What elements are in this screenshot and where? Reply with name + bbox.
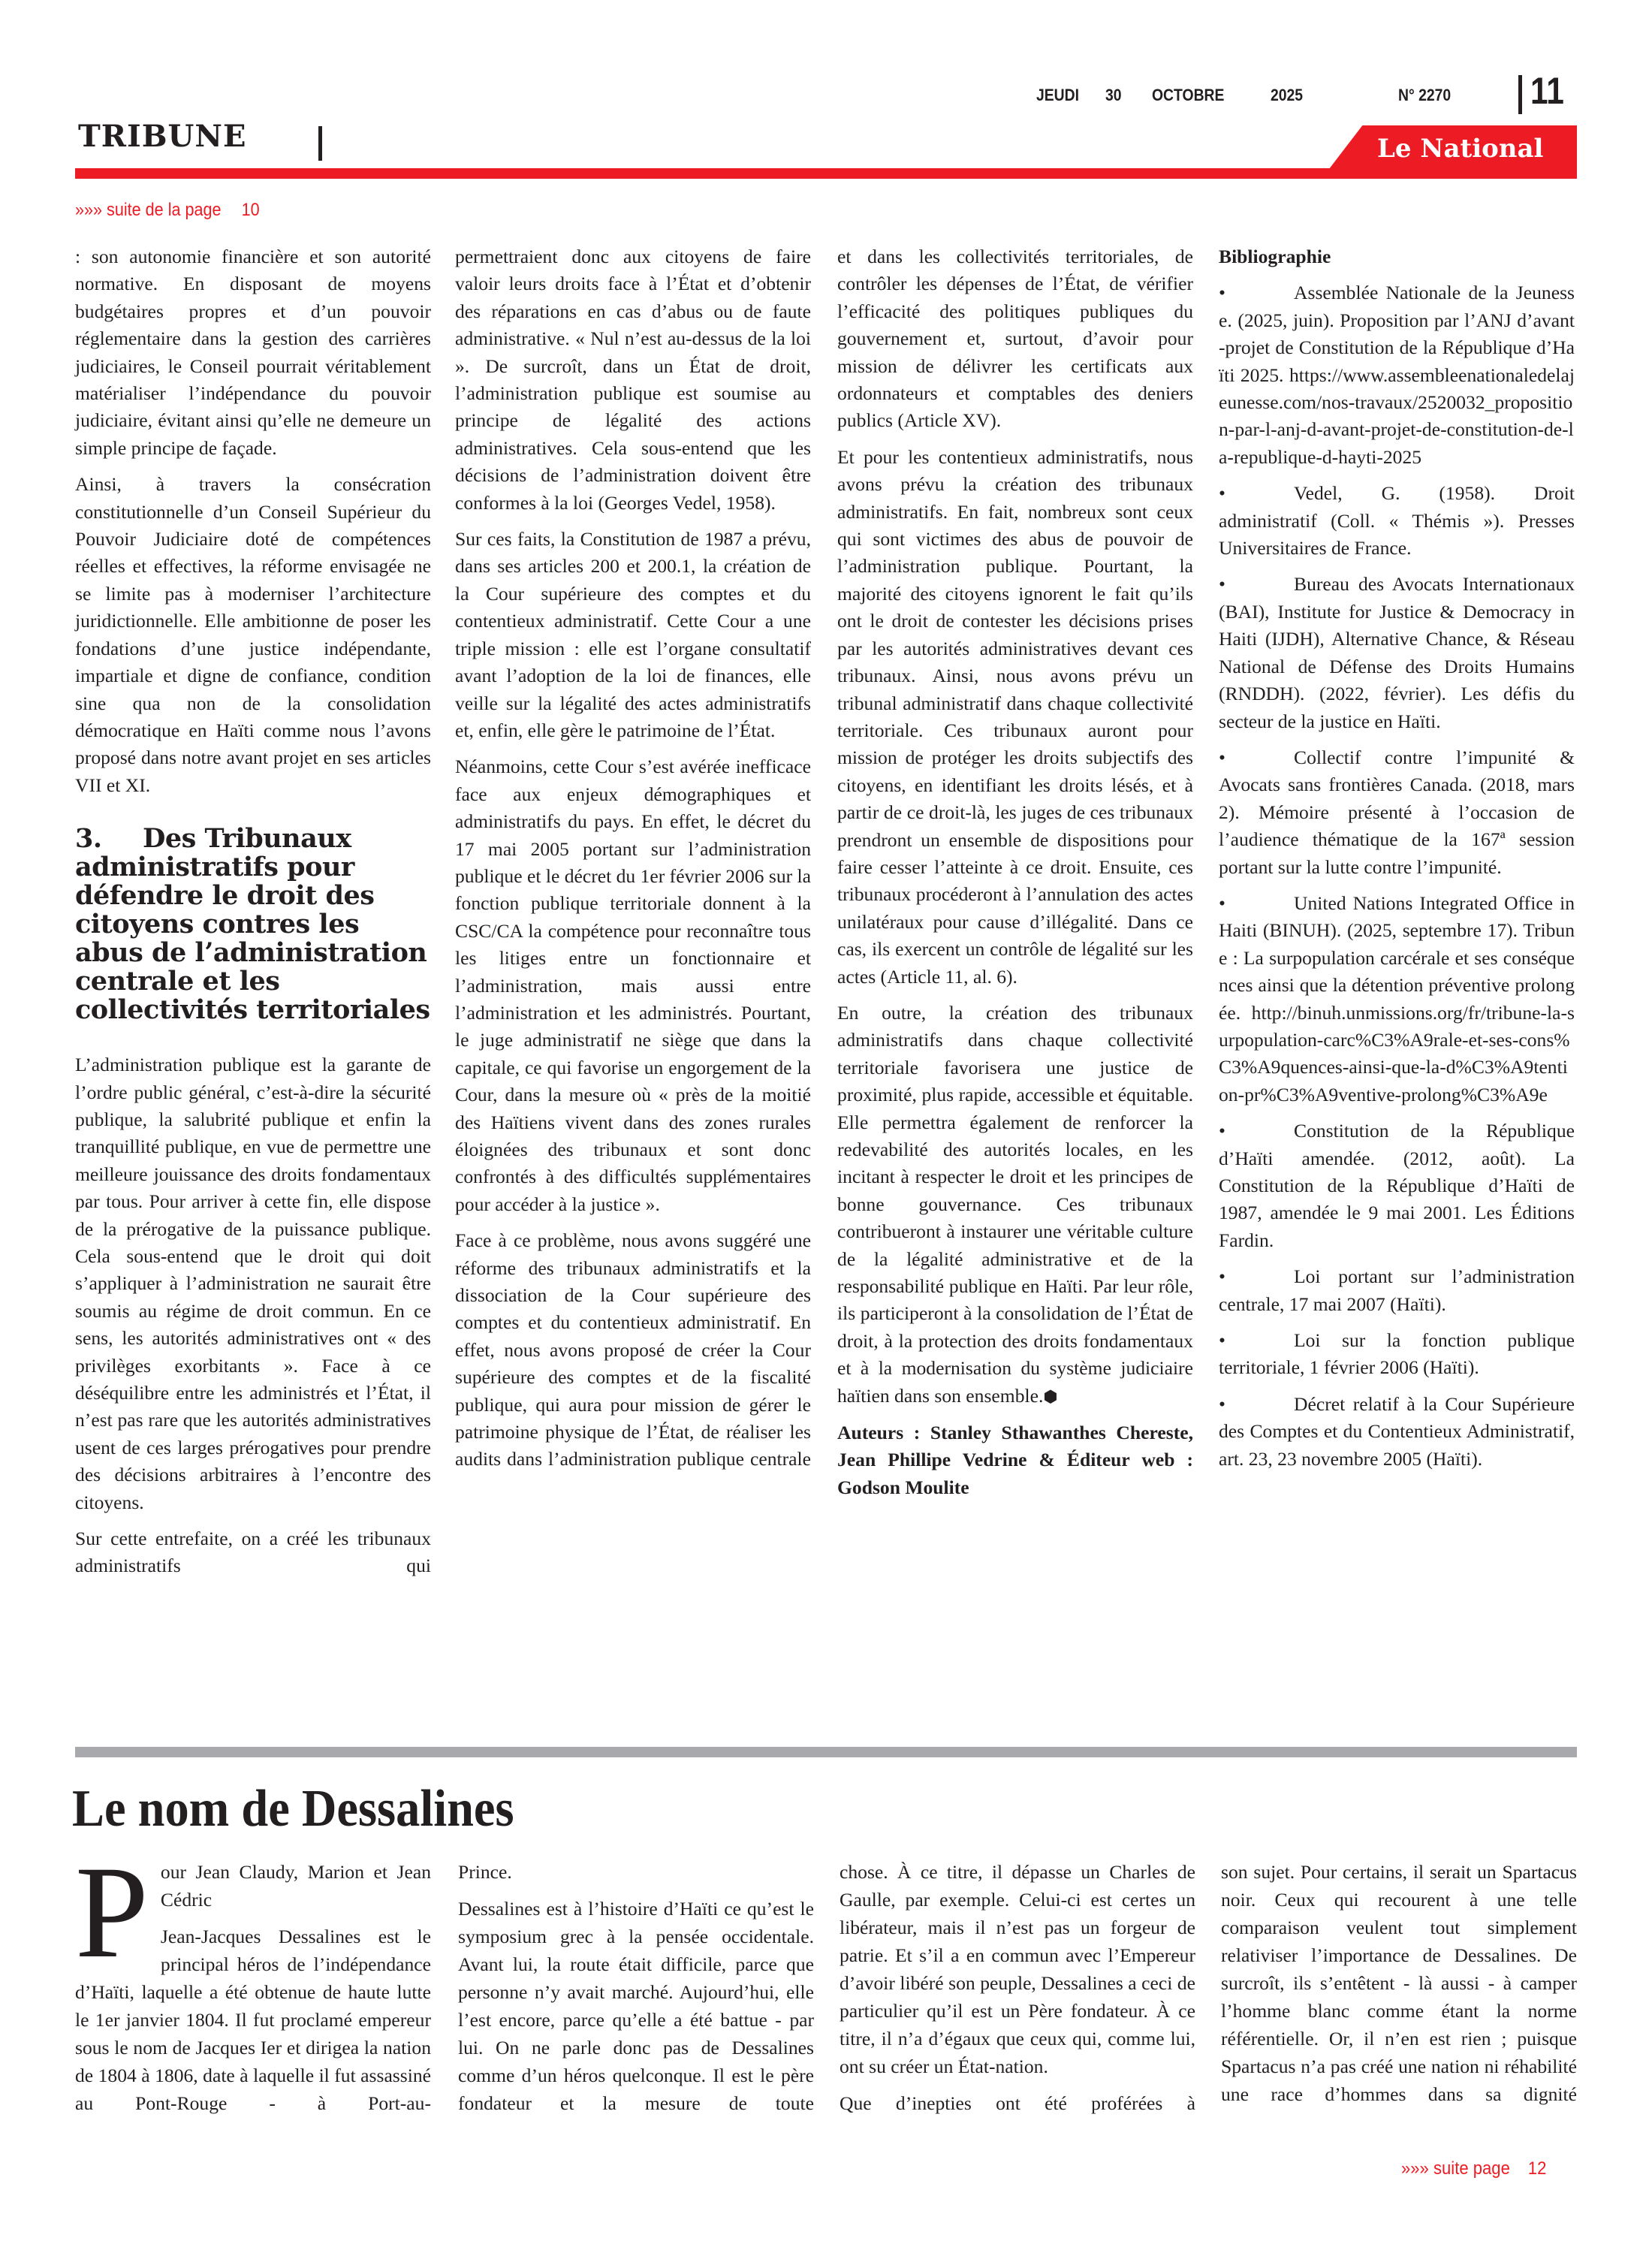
continued-on-label: »»» suite page (1401, 2158, 1510, 2179)
paragraph: Sur cette entrefaite, on a créé les tribunaux administratifs qui (75, 1528, 431, 1577)
paragraph: Dessalines est à l’histoire d’Haïti ce qu’est le symposium grec à la pensée occidentale. Avant lui, la route était difficile, parce que personne n’y avait marché. Aujourd’hui, elle l’est encore, parce qu’elle a été battue - par lui. On ne parle donc pas de Dessalines comme d’un héros quelconque. Il est le père fondateur et la mesure de toute (458, 1898, 814, 2114)
section-heading (75, 825, 431, 1024)
bullet-icon: • (1219, 891, 1225, 914)
date-year: 2025 (1271, 86, 1304, 104)
bullet-icon: • (1219, 1392, 1225, 1415)
bibliography-item-text: Vedel, G. (1958). Droit administratif (Coll. « Thémis »). Presses Universitaires de France. (1219, 482, 1575, 559)
paragraph: son sujet. Pour certains, il serait un Spartacus noir. Ceux qui recourent à une telle comparaison veulent tout simplement relativiser l’importance de Dessalines. De surcroît, ils s’entêtent - là aussi - à camper l’homme blanc comme étant la norme référentielle. Or, il n’en est rien ; puisque Spartacus n’a pas créé une nation ni réhabilité une race d’hommes dans sa dignité (1221, 1861, 1577, 2105)
article-divider (75, 1747, 1577, 1757)
section-title-separator (318, 126, 322, 161)
article2-column-3 (840, 1858, 1195, 2126)
continued-on-page: 12 (1527, 2158, 1547, 2179)
paragraph: permettraient donc aux citoyens de faire valoir leurs droits face à l’État et d’obtenir des réparations en cas d’abus ou de faute administrative. « Nul n’est au-dessus de la loi ». De surcroît, dans un État de droit, l’administration publique est soumise au principe de légalité des actions administratives. Cela sous-entend que les décisions de l’administration doivent être conformes à la loi (Georges Vedel, 1958). (455, 246, 811, 514)
issue-number: N° 2270 (1398, 86, 1452, 104)
continued-from-link[interactable] (75, 200, 260, 221)
bibliography-item (1219, 744, 1575, 881)
paragraph: chose. À ce titre, il dépasse un Charles de Gaulle, par exemple. Celui-ci est certes un libérateur, mais il n’est pas un forgeur de patrie. Et s’il a en commun avec l’Empereur d’avoir libéré son peuple, Dessalines a ceci de particulier qu’il est un Père fondateur. À ce titre, il n’a d’égaux que ceux qui, comme lui, ont su créer un État-nation. (840, 1861, 1195, 2077)
paragraph: Face à ce problème, nous avons suggéré une réforme des tribunaux administratifs et la dissociation de la Cour supérieure des comptes et du contentieux administratif. En effet, nous avons proposé de créer la Cour supérieure des comptes et de la fiscalité publique, qui aura pour mission de gérer le patrimoine physique de l’État, de réaliser les audits dans l’administration publique centrale (455, 1229, 811, 1470)
date-weekday: JEUDI (1036, 86, 1080, 104)
continued-from-label: »»» suite de la page (75, 200, 222, 220)
bullet-icon: • (1219, 482, 1225, 505)
paragraph: Et pour les contentieux administratifs, nous avons prévu la création des tribunaux administratifs. En fait, nombreux sont ceux qui sont victimes des abus de pouvoir de l’administration publique. Pourtant, la majorité des citoyens ignorent le fait qu’ils ont le droit de contester les décisions prises par les autorités administratives devant ces tribunaux. Ainsi, nous avons prévu un tribunal administratif dans chaque collectivité territoriale. Ces tribunaux auront pour mission de protéger les droits subjectifs des citoyens, en identifiant les droits lésés, et à partir de ce droit-là, les juges de ces tribunaux prendront un ensemble de dispositions pour faire cesser l’atteinte à ce droit. Ensuite, ces tribunaux procéderont à l’annulation des actes unilatéraux pour cause d’illégalité. Dans ce cas, ils exercent un contrôle de légalité sur les actes (Article 11, al. 6). (837, 445, 1193, 988)
paragraph: et dans les collectivités territoriales, de contrôler les dépenses de l’État, de vérifier l’efficacité des politiques publiques du gouvernement et, surtout, d’avoir pour mission de délivrer les certificats aux ordonnateurs et comptables des deniers publics (Article XV). (837, 246, 1193, 432)
bibliography-item-text: Bureau des Avocats Internationaux (BAI), Institute for Justice & Democracy in Haiti (IJDH), Alternative Chance, & Réseau National de Défense des Droits Humains (RNDDH). (2022, février). Les défis du secteur de la justice en Haïti. (1219, 573, 1575, 732)
bibliography (1219, 243, 1575, 1482)
section-heading-number: 3. (75, 823, 102, 855)
bullet-icon: • (1219, 1120, 1225, 1142)
paragraph: Jean-Jacques Dessalines est le principal héros de l’indépendance d’Haïti, laquelle a été obtenue de haute lutte le 1er janvier 1804. Il fut proclamé empereur sous le nom de Jacques Ier et dirigea la nation de 1804 à 1806, date à laquelle il fut assassiné au Pont-Rouge - à Port-au- (75, 1926, 431, 2114)
bullet-icon: • (1219, 1329, 1225, 1352)
bibliography-item-text: Décret relatif à la Cour Supérieure des Comptes et du Contentieux Administratif, art. 23, 23 novembre 2005 (Haïti). (1219, 1392, 1575, 1470)
section-heading-text: Des Tribunaux administratifs pour défendre le droit des citoyens contres les abus de l’administration centrale et les collectivités territoriales (75, 823, 430, 1026)
bibliography-item (1219, 1263, 1575, 1318)
paragraph: : son autonomie financière et son autorité normative. En disposant de moyens budgétaires propres et d’un pouvoir réglementaire dans la gestion des carrières judiciaires, le Conseil pourrait véritablement matérialiser l’indépendance du pouvoir judiciaire, évitant ainsi qu’elle ne demeure un simple principe de façade. (75, 246, 431, 459)
newspaper-brand: Le National (1377, 134, 1544, 164)
paragraph: Ainsi, à travers la consécration constitutionnelle d’un Conseil Supérieur du Pouvoir Judiciaire doté de compétences réelles et effectives, la réforme envisagée ne se limite pas à moderniser l’architecture juridictionnelle. Elle ambitionne de poser les fondations d’une justice indépendante, impartiale et digne de confiance, condition sine qua non de la consolidation démocratique en Haïti comme nous l’avons proposé dans notre avant projet en ses articles VII et XI. (75, 473, 431, 796)
bibliography-item-text: Constitution de la République d’Haïti amendée. (2012, août). La Constitution de la République d’Haïti de 1987, amendée le 9 mai 2001. Les Éditions Fardin. (1219, 1120, 1575, 1251)
bibliography-item-text: United Nations Integrated Office in Haiti (BINUH). (2025, septembre 17). Tribune : La surpopulation carcérale et ses conséquences ainsi que la détention préventive prolongée. http://binuh.unmissions.org/fr/tribune-la-surpopulation-carc%C3%A9rale-et-ses-cons%C3%A9quences-ainsi-que-la-d%C3%A9tention-pr%C3%A9ventive-prolong%C3%A9e (1219, 891, 1575, 1105)
article2-column-2 (458, 1858, 814, 2126)
bullet-icon: • (1219, 573, 1225, 596)
bibliography-title: Bibliographie (1219, 246, 1331, 267)
bibliography-item (1219, 1327, 1575, 1382)
article2-column-4 (1221, 1858, 1577, 2117)
paragraph: L’administration publique est la garante de l’ordre public général, c’est-à-dire la sécurité publique, la salubrité publique et enfin la tranquillité publique, en vue de permettre une meilleure jouissance des droits fondamentaux par tous. Pour arriver à cette fin, elle dispose de la prérogative de la puissance publique. Cela sous-entend que le droit qui doit s’appliquer à l’administration ne saurait être soumis au régime de droit commun. En ce sens, les autorités administratives ont « des privilèges exorbitants ». Face à ce déséquilibre entre les administrés et l’État, il n’est pas rare que les autorités administratives usent de ces larges prérogatives pour prendre des décisions arbitraires à l’encontre des citoyens. (75, 1054, 431, 1513)
dedication: our Jean Claudy, Marion et Jean Cédric (160, 1861, 431, 1911)
article1-column-3 (837, 243, 1193, 1510)
bibliography-item-text: Loi sur la fonction publique territoriale, 1 février 2006 (Haïti). (1219, 1329, 1575, 1379)
bibliography-item (1219, 279, 1575, 471)
article1-column-2 (455, 243, 811, 1482)
bullet-icon: • (1219, 1265, 1225, 1288)
bibliography-item (1219, 1117, 1575, 1254)
paragraph: Sur ces faits, la Constitution de 1987 a prévu, dans ses articles 200 et 200.1, la création de la Cour supérieure des comptes et du contentieux administratif. Cette Cour a une triple mission : elle est l’organe consultatif avant l’adoption de la loi de finances, elle veille sur la légalité des actes administratifs et, enfin, elle gère le patrimoine de l’État. (455, 528, 811, 741)
end-of-article-icon: ⬢ (1043, 1386, 1058, 1406)
article-authors: Auteurs : Stanley Sthawanthes Chereste, Jean Phillipe Vedrine & Éditeur web : Godson Moulite (837, 1422, 1193, 1498)
bibliography-item (1219, 890, 1575, 1108)
paragraph-text: En outre, la création des tribunaux administratifs dans chaque collectivité territoriale favorisera une justice de proximité, plus rapide, accessible et équitable. Elle permettra également de renforcer la redevabilité des autorités locales, en les incitant à respecter le droit et les principes de bonne gouvernance. Ces tribunaux contribueront à instaurer une véritable culture de la légalité administrative et de la responsabilité publique en Haïti. Par leur rôle, ils participeront à la consolidation de l’État de droit, à la protection des droits fondamentaux et à la modernisation du système judiciaire haïtien dans son ensemble. (837, 1001, 1193, 1407)
bibliography-item (1219, 1391, 1575, 1473)
bibliography-item-text: Loi portant sur l’administration centrale, 17 mai 2007 (Haïti). (1219, 1265, 1575, 1315)
article2-headline: Le nom de Dessalines (72, 1780, 514, 1838)
section-title: TRIBUNE (78, 119, 247, 154)
article2-column-1 (75, 1839, 431, 2126)
continued-on-link[interactable] (1401, 2158, 1546, 2179)
bibliography-item-text: Collectif contre l’impunité & Avocats sans frontières Canada. (2018, mars 2). Mémoire présenté à l’occasion de l’audience thématique de la 167ª session portant sur la lutte contre l’impunité. (1219, 746, 1575, 878)
paragraph: Que d’inepties ont été proférées à (840, 2092, 1195, 2114)
bullet-icon: • (1219, 746, 1225, 768)
date-day: 30 (1105, 86, 1122, 104)
page-number-separator (1518, 75, 1522, 114)
paragraph: Prince. (458, 1861, 512, 1883)
bullet-icon: • (1219, 282, 1225, 304)
article1-column-1 (75, 243, 431, 1589)
bibliography-item-text: Assemblée Nationale de la Jeunesse. (2025, juin). Proposition par l’ANJ d’avant-projet de Constitution de la République d’Haïti 2025. https://www.assembleenationaledelajeunesse.com/nos-travaux/2520032_proposition-par-l-anj-d-avant-projet-de-constitution-de-la-republique-d-hayti-2025 (1219, 282, 1575, 468)
paragraph: Néanmoins, cette Cour s’est avérée inefficace face aux enjeux démographiques et administratifs du pays. En effet, le décret du 17 mai 2005 portant sur l’administration publique et le décret du 1er février 2006 sur la fonction publique territoriale donnent à la CSC/CA la compétence pour reconnaître tous les litiges entre un fonctionnaire et l’administration, mais aussi entre l’administration et les administrés. Pourtant, le juge administratif ne siège que dans la capitale, ce qui favorise un engorgement de la Cour, dans la mesure où « près de la moitié des Haïtiens vivent dans des zones rurales éloignées des tribunaux et sont donc confrontés à des difficultés supplémentaires pour accéder à la justice ». (455, 756, 812, 1215)
date-month: OCTOBRE (1152, 86, 1225, 104)
drop-cap: P (75, 1839, 149, 1986)
bibliography-item (1219, 480, 1575, 562)
page-number: 11 (1530, 70, 1564, 112)
bibliography-item (1219, 571, 1575, 734)
paragraph (837, 1000, 1193, 1410)
continued-from-page: 10 (241, 200, 260, 220)
